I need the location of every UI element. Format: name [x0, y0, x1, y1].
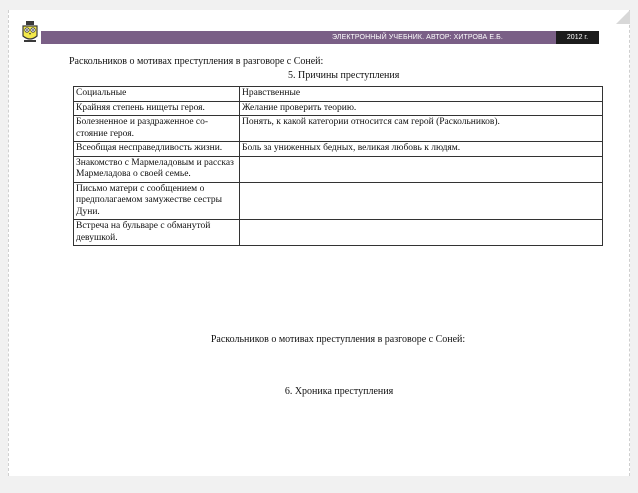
causes-table [73, 86, 603, 246]
header-bar [41, 31, 599, 44]
table-title: 5. Причины преступления [288, 70, 400, 81]
chronicle-heading [0, 386, 638, 398]
section-heading-repeat [0, 334, 638, 346]
table-row [74, 142, 603, 157]
table-cell: Встреча на бульваре с обманутой девушкой. [74, 220, 240, 246]
table-cell: Желание проверить теорию. [240, 101, 603, 116]
table-cell: Крайняя степень нищеты героя. [74, 101, 240, 116]
table-cell: Всеобщая несправедливость жизни. [74, 142, 240, 157]
intro-text: Раскольников о мотивах преступления в разговоре с Соней: [69, 56, 324, 67]
table-row [74, 116, 603, 142]
header-year: 2012 г. [566, 34, 589, 41]
chronicle-heading-text: 6. Хроника преступления [284, 386, 394, 397]
section-heading-repeat-text: Раскольников о мотивах преступления в разговоре с Соней: [210, 334, 466, 345]
page-corner-fold [616, 10, 630, 24]
table-cell: Письмо матери с сообщением о предполагаемом замужестве сестры Дуни. [74, 182, 240, 220]
table-header-row [74, 87, 603, 102]
table-cell: Понять, к какой категории относится сам герой (Раскольников). [240, 116, 603, 142]
header-cell-moral: Нравственные [240, 87, 603, 102]
header-title: ЭЛЕКТРОННЫЙ УЧЕБНИК. АВТОР: ХИТРОВА Е.Б. [332, 34, 503, 41]
table-cell: Боль за униженных бедных, великая любовь к людям. [240, 142, 603, 157]
owl-logo-icon [20, 20, 40, 44]
table-cell [240, 220, 603, 246]
table-row [74, 101, 603, 116]
header-cell-social: Социальные [74, 87, 240, 102]
table-cell: Болезненное и раздраженное со-стояние героя. [74, 116, 240, 142]
table-cell [240, 182, 603, 220]
table-row [74, 220, 603, 246]
table-row [74, 182, 603, 220]
table-row [74, 156, 603, 182]
table-cell: Знакомство с Мармеладовым и рассказ Мармеладова о своей семье. [74, 156, 240, 182]
table-cell [240, 156, 603, 182]
